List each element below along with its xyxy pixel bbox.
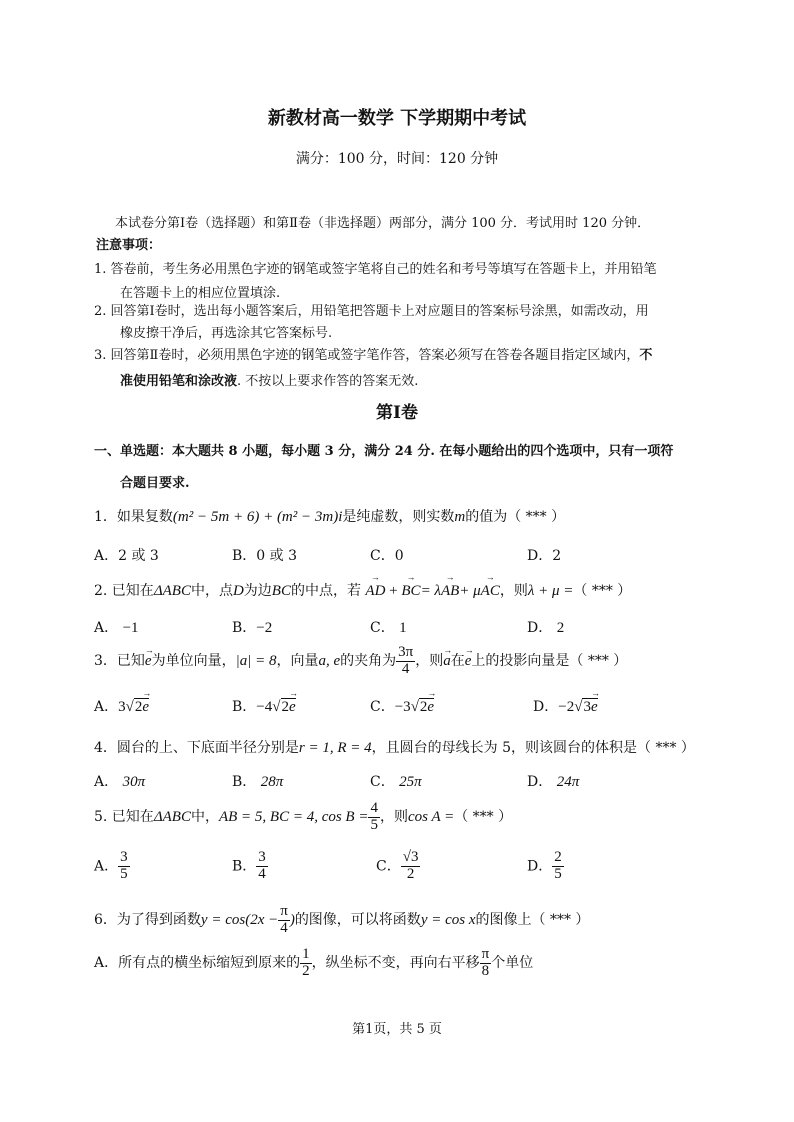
q4-option-b: B． 28π bbox=[232, 774, 284, 790]
q5-option-a: A． $\frac{3}{5}$ bbox=[94, 849, 128, 882]
section-title: 第Ⅰ卷 bbox=[376, 403, 418, 423]
q1-option-a: A．2 或 3 bbox=[94, 548, 159, 564]
q2-lambda-mu: λ + μ = bbox=[527, 583, 574, 599]
q3-radicand-d: 3→ e bbox=[582, 698, 597, 715]
q5-cos-fraction: $\frac{4}{5}$ bbox=[370, 799, 378, 833]
note-1-line-2: 在答题卡上的相应位置填涂. bbox=[120, 286, 281, 301]
q2-vec-ac: → AC bbox=[481, 583, 500, 600]
q2-point: D bbox=[232, 583, 244, 599]
q1-var: m bbox=[454, 509, 466, 525]
q1-option-b: B．0 或 3 bbox=[232, 548, 298, 564]
q5-option-c: C． $\frac{√3}{2}$ bbox=[376, 849, 419, 882]
q2-segment: BC bbox=[271, 583, 291, 599]
q6-t2: 的图像上（ *** ） bbox=[475, 912, 590, 928]
q3-angle-fraction: $\frac{3\pi}{4}$ bbox=[398, 643, 414, 677]
q6-option-a: A．所有点的横坐标缩短到原来的 $\frac{1}{2}$ ，纵坐标不变，再向右平移 $\frac{\pi}{8}$ 个单位 bbox=[94, 945, 534, 979]
note-3-bold-1: 不 bbox=[639, 348, 653, 363]
note-3-line-1 bbox=[94, 344, 652, 363]
q2-mid2: 为边 bbox=[243, 583, 272, 599]
note-2-line-1: 2. 回答第Ⅰ卷时，选出每小题答案后，用铅笔把答题卡上对应题目的答案标号涂黑，如需改动，用 bbox=[94, 304, 649, 319]
q5-triangle: ΔABC bbox=[153, 809, 191, 825]
q2-mid3: 的中点，若 bbox=[290, 583, 361, 599]
q1-tail2: 的值为（ *** ） bbox=[465, 509, 566, 525]
q2-num: 2. 已知在 bbox=[94, 583, 154, 599]
note-3-rest: . 不按以上要求作答的答案无效. bbox=[237, 374, 419, 389]
q3-option-a: A．3√2→ e bbox=[94, 696, 149, 716]
q3-vec-e2: → e bbox=[465, 641, 472, 681]
q2-option-c: C． 1 bbox=[370, 620, 407, 636]
q5-condition: AB = 5, BC = 4, cos B = bbox=[218, 809, 369, 825]
note-3-text: 3. 回答第Ⅱ卷时，必须用黑色字迹的钢笔或签字笔作答，答案必须写在答卷各题目指定区域内， bbox=[94, 348, 640, 363]
q1-num: 1．如果复数 bbox=[94, 509, 173, 525]
q6-shift-fraction: $\frac{\pi}{8}$ bbox=[481, 945, 490, 979]
q1-expr: (m² − 5m + 6) + (m² − 3m)i bbox=[172, 509, 343, 525]
q3-radicand-b: 2→ e bbox=[281, 698, 296, 715]
q3-radicand-a: 2→ e bbox=[134, 698, 149, 715]
q2-mid1: 中，点 bbox=[190, 583, 233, 599]
q3-option-b: B．−4√2→ e bbox=[232, 696, 296, 716]
q3-radicand-c: 2→ e bbox=[419, 698, 434, 715]
q3-t4: ，则 bbox=[415, 653, 444, 669]
q5-t2: ，则 bbox=[379, 809, 408, 825]
q2-triangle: ΔABC bbox=[153, 583, 191, 599]
q3-t2: ，向量 bbox=[276, 653, 319, 669]
q3-t1: 为单位向量， bbox=[151, 653, 236, 669]
q5-num: 5. 已知在 bbox=[94, 809, 154, 825]
q6-half-fraction: $\frac{1}{2}$ bbox=[302, 945, 310, 979]
question-6: 6．为了得到函数y = cos(2x − $\frac{\pi}{4}$ )的图像，可以将函数y = cos x的图像上（ *** ） bbox=[94, 902, 590, 936]
q2-option-b: B．−2 bbox=[232, 620, 273, 636]
q3-t6: 上的投影向量是（ *** ） bbox=[471, 653, 628, 669]
q4-option-c: C． 25π bbox=[370, 774, 422, 790]
q6-f1-fraction: $\frac{\pi}{4}$ bbox=[280, 902, 288, 936]
q2-vec-ab: → AB bbox=[441, 583, 459, 600]
q4-value-d: 24π bbox=[556, 774, 580, 790]
q4-value-a: 30π bbox=[122, 774, 146, 790]
part-1-heading-line-2: 合题目要求. bbox=[120, 476, 190, 491]
q2-tail2: （ *** ） bbox=[573, 583, 632, 599]
q4-text1: 4．圆台的上、下底面半径分别是 bbox=[94, 740, 299, 756]
q1-tail: 是纯虚数，则实数 bbox=[342, 509, 455, 525]
q4-radii: r = 1, R = 4 bbox=[298, 740, 372, 756]
q2-option-a: A． −1 bbox=[94, 620, 139, 636]
question-1 bbox=[94, 506, 565, 526]
question-3 bbox=[94, 641, 627, 681]
q2-rhs2: + μ bbox=[459, 583, 481, 599]
q2-vec-ad: → AD bbox=[365, 583, 385, 600]
q6-t1: 的图像，可以将函数 bbox=[294, 912, 421, 928]
q4-value-b: 28π bbox=[260, 774, 284, 790]
q5-option-b: B． $\frac{3}{4}$ bbox=[232, 849, 266, 882]
q4-value-c: 25π bbox=[399, 774, 422, 790]
q5-t1: 中， bbox=[190, 809, 219, 825]
exam-title: 新教材高一数学 下学期期中考试 bbox=[267, 108, 527, 129]
exam-subtitle: 满分：100 分，时间：120 分钟 bbox=[295, 151, 499, 167]
q3-vecs: a, e bbox=[318, 653, 341, 669]
question-2: 2. 已知在ΔABC中，点D为边BC的中点，若 → AD + → BC= λ→ AB+ μ→ AC，则λ + μ =（ *** ） bbox=[94, 580, 631, 600]
q6-num: 6．为了得到函数 bbox=[94, 912, 201, 928]
q5-option-d: D． $\frac{2}{5}$ bbox=[527, 849, 562, 882]
q6-f1: y = cos(2x − bbox=[200, 912, 279, 928]
q3-norm: |a| = 8 bbox=[235, 653, 277, 669]
q3-vec-a: → a bbox=[443, 641, 451, 681]
note-2-line-2: 橡皮擦干净后，再选涂其它答案标号. bbox=[120, 326, 333, 341]
q2-value-d: 2 bbox=[556, 620, 565, 636]
q3-vec-e: → e bbox=[145, 641, 152, 681]
note-1-line-1: 1. 答卷前，考生务必用黑色字迹的钢笔或签字笔将自己的姓名和考号等填写在答题卡上，并用铅笔 bbox=[94, 262, 657, 277]
q3-option-d: D．−2√3→ e bbox=[533, 696, 598, 716]
q2-rhs1: = λ bbox=[420, 583, 441, 599]
q3-t3: 的夹角为 bbox=[340, 653, 397, 669]
q3-num: 3．已知 bbox=[94, 653, 145, 669]
q4-text2: ，且圆台的母线长为 5，则该圆台的体积是（ *** ） bbox=[371, 740, 695, 756]
q2-option-d: D． 2 bbox=[527, 620, 565, 636]
q4-option-d: D． 24π bbox=[527, 774, 580, 790]
question-4 bbox=[94, 737, 695, 757]
q2-value-a: −1 bbox=[122, 620, 139, 636]
q2-tail: ，则 bbox=[499, 583, 528, 599]
q5-tail: （ *** ） bbox=[454, 809, 513, 825]
q2-value-b: −2 bbox=[256, 620, 273, 636]
q2-vec-bc: → BC bbox=[401, 583, 420, 600]
q5-ask: cos A = bbox=[407, 809, 455, 825]
q4-option-a: A． 30π bbox=[94, 774, 146, 790]
q2-value-c: 1 bbox=[399, 620, 407, 636]
note-3-bold-2: 准使用铅笔和涂改液 bbox=[120, 374, 238, 389]
notes-title: 注意事项： bbox=[96, 238, 162, 253]
page-footer: 第1页，共 5 页 bbox=[352, 1022, 442, 1037]
part-1-heading-line-1: 一、单选题：本大题共 8 小题，每小题 3 分，满分 24 分. 在每小题给出的四个选项中，只有一项符 bbox=[94, 444, 674, 459]
question-5 bbox=[94, 797, 512, 837]
q1-option-c: C．0 bbox=[370, 548, 404, 564]
note-3-line-2 bbox=[120, 370, 418, 389]
q6-f2: y = cos x bbox=[420, 912, 476, 928]
q3-t5: 在 bbox=[450, 653, 465, 669]
intro-text: 本试卷分第Ⅰ卷（选择题）和第Ⅱ卷（非选择题）两部分，满分 100 分．考试用时 120 分钟． bbox=[115, 216, 651, 231]
q3-option-c: C．−3√2→ e bbox=[370, 696, 434, 716]
q1-option-d: D．2 bbox=[527, 548, 562, 564]
